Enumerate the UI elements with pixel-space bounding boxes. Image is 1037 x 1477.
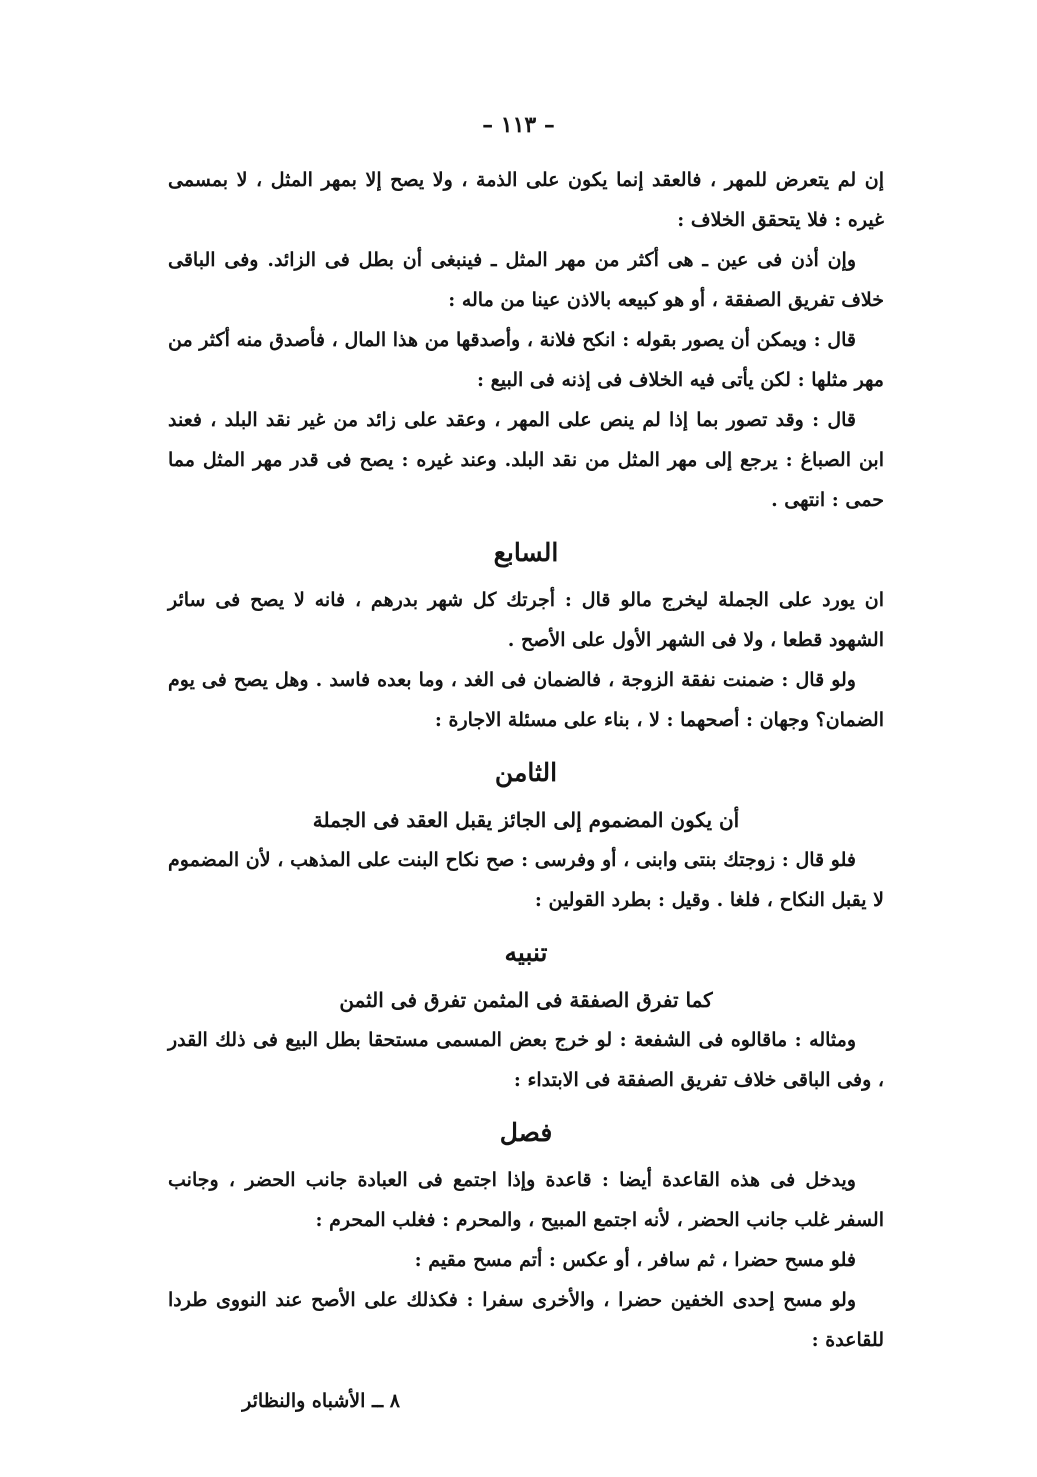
paragraph: قال : وقد تصور بما إذا لم ينص على المهر ، وعقد على زائد من غير نقد البلد ، فعند ابن الصباغ : يرجع إلى مهر المثل من نقد البلد. وعند غيره : يصح فى قدر مهر المثل مما حمى : انتهى . — [168, 409, 884, 511]
page-number: – ١١٣ – — [482, 112, 555, 138]
section-heading: الثامن — [494, 758, 558, 787]
section-heading: تنبيه — [504, 938, 548, 967]
section-subheading: أن يكون المضموم إلى الجائز يقبل العقد فى الجملة — [312, 808, 740, 832]
section-heading: السابع — [493, 538, 559, 567]
section-subheading: كما تفرق الصفقة فى المثمن تفرق فى الثمن — [339, 988, 713, 1012]
paragraph: فلو مسح حضرا ، ثم سافر ، أو عكس : أتم مسح مقيم : — [414, 1249, 856, 1271]
paragraph: ويدخل فى هذه القاعدة أيضا : قاعدة وإذا اجتمع فى العبادة جانب الحضر ، وجانب السفر غلب جانب الحضر ، لأنه اجتمع المبيح ، والمحرم : فغلب المحرم : — [168, 1169, 884, 1231]
paragraph: فلو قال : زوجتك بنتى وابنى ، أو وفرسى : صح نكاح البنت على المذهب ، لأن المضموم لا يقبل النكاح ، فلغا . وقيل : بطرد القولين : — [168, 849, 884, 911]
paragraph: ولو قال : ضمنت نفقة الزوجة ، فالضمان فى الغد ، وما بعده فاسد . وهل يصح فى يوم الضمان؟ وجهان : أصحهما : لا ، بناء على مسئلة الاجارة : — [168, 669, 884, 731]
paragraph: ان يورد على الجملة ليخرج مالو قال : أجرتك كل شهر بدرهم ، فانه لا يصح فى سائر الشهود قطعا ، ولا فى الشهر الأول على الأصح . — [168, 589, 884, 651]
paragraph: إن لم يتعرض للمهر ، فالعقد إنما يكون على الذمة ، ولا يصح إلا بمهر المثل ، لا بمسمى غيره : فلا يتحقق الخلاف : — [168, 169, 884, 231]
footer-signature: ٨ ــ الأشباه والنظائر — [242, 1390, 400, 1412]
section-heading: فصل — [499, 1118, 553, 1147]
paragraph: قال : ويمكن أن يصور بقوله : انكح فلانة ، وأصدقها من هذا المال ، فأصدق منه أكثر من مهر مثلها : لكن يأتى فيه الخلاف فى إذنه فى البيع : — [168, 329, 884, 391]
page-body — [168, 160, 884, 1360]
paragraph: وإن أذن فى عين ـ هى أكثر من مهر المثل ـ فينبغى أن بطل فى الزائد. وفى الباقى خلاف تفريق الصفقة ، أو هو كبيعه بالاذن عينا من ماله : — [168, 249, 884, 311]
paragraph: ولو مسح إحدى الخفين حضرا ، والأخرى سفرا : فكذلك على الأصح عند النووى طردا للقاعدة : — [168, 1289, 884, 1351]
paragraph: ومثاله : ماقالوه فى الشفعة : لو خرج بعض المسمى مستحقا بطل البيع فى ذلك القدر ، وفى الباقى خلاف تفريق الصفقة فى الابتداء : — [168, 1029, 884, 1091]
